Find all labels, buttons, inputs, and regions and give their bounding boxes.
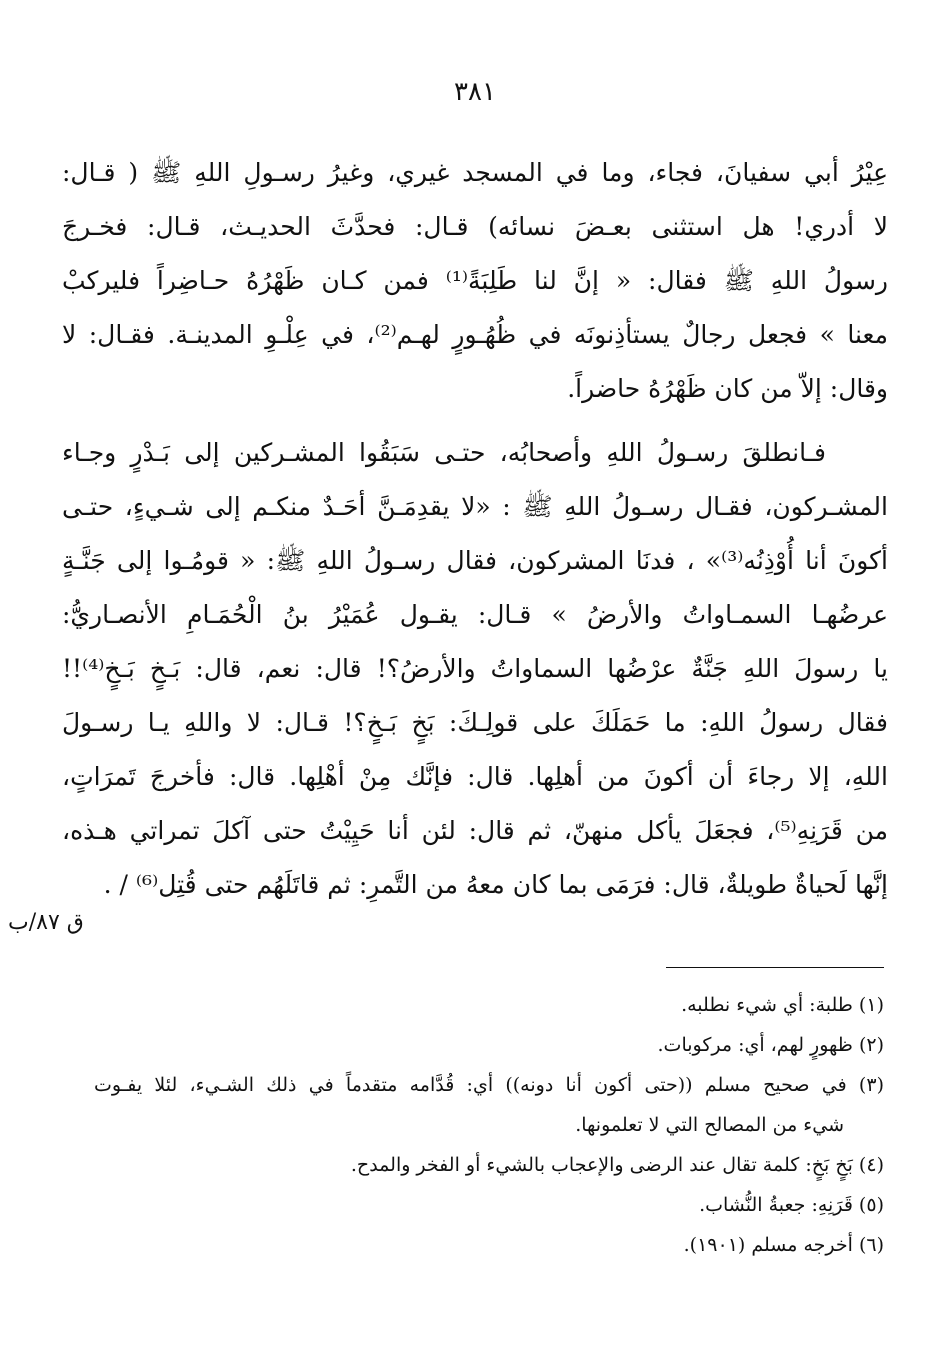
text-line: وقال: إلاّ من كان ظَهْرُهُ حاضراً. (567, 374, 888, 403)
text-line: معنا » فجعل رجالٌ يستأذِنونَه في ظُهُـورٍ لهـم⁽²⁾، في عِلْـوِ المدينـة. فقـال: لا (62, 320, 888, 349)
footnote: (٦) أخرجه مسلم (١٩٠١). (683, 1234, 884, 1256)
footnote: (٤) بَخٍ بَخٍ: كلمة تقال عند الرضى والإعجاب بالشيء أو الفخر والمدح. (350, 1154, 884, 1176)
text-line: فقال رسولُ اللهِ: ما حَمَلَكَ على قولِـكَ: بَخٍ بَـخٍ؟! قـال: لا واللهِ يـا رسـولَ (62, 708, 888, 737)
text-line: عرضُهـا السمـاواتُ والأرضُ » قـال: يقـول عُمَيْرُ بنُ الْحُمَـامِ الأنصـاريُّ: (62, 600, 888, 629)
main-text-body (62, 146, 888, 912)
text-line: لا أدري! هل استثنى بعـضَ نسائه) قـال: فحدَّثَ الحديـث، قـال: فخـرجَ (62, 212, 888, 241)
footnote: (٥) قَرَنِهِ: جعبةُ النُّشاب. (699, 1194, 884, 1216)
text-line: رسولُ اللهِ ﷺ فقال: « إنَّ لنا طَلِبَةً⁽¹⁾ فمن كـان ظَهْرُهُ حـاضِراً فليركبْ (62, 266, 888, 295)
footnotes-section (94, 985, 884, 1265)
page-number: ٣٨١ (454, 77, 496, 107)
text-line: يا رسولَ اللهِ جَنَّةٌ عرْضُها السماواتُ والأرضُ؟! قال: نعم، قال: بَـخٍ بَـخٍ⁽⁴⁾!! (62, 654, 888, 683)
footnote-separator (666, 967, 884, 968)
manuscript-folio-note: ق ٨٧/ب (8, 910, 84, 935)
text-line: المشـركون، فقـال رسـولُ اللهِ ﷺ : «لا يقدِمَـنَّ أحَـدٌ منكـم إلى شـيءٍ، حتـى (62, 492, 888, 521)
footnote: (١) طلبة: أي شيء نطلبه. (681, 994, 884, 1016)
text-line: عِيْرُ أبي سفيانَ، فجاء، وما في المسجد غيري، وغيرُ رسـولِ اللهِ ﷺ ( قـال: (62, 158, 888, 187)
text-line: من قَرَنِهِ⁽⁵⁾، فجعَلَ يأكل منهنّ، ثم قال: لئن أنا حَيِيْتُ حتى آكلَ تمراتي هـذه، (62, 816, 888, 845)
text-line: إنَّها لَحياةٌ طويلةٌ، قال: فرَمَى بما كان معهُ من التَّمرِ: ثم قاتَلَهُم حتى قُتِل⁽⁶⁾ / . (103, 870, 888, 899)
footnote: (٢) ظهورٍ لهم، أي: مركوبات. (657, 1034, 884, 1056)
text-line: اللهِ، إلا رجاءَ أن أكونَ من أهلِها. قال: فإنَّك مِنْ أهْلِها. قال: فأخرجَ تَمرَاتٍ، (62, 762, 888, 791)
text-line: فـانطلقَ رسـولُ اللهِ وأصحابُه، حتـى سَبَقُوا المشـركين إلى بَـدْرٍ وجـاء (62, 438, 826, 467)
footnote: شيء من المصالح التي لا تعلمونها. (575, 1114, 844, 1136)
footnote: (٣) في صحيح مسلم ((حتى أكون أنا دونه)) أي: قُدَّامه متقدماً في ذلك الشـيء، لئلا يفـوت (94, 1074, 884, 1096)
text-line: أكونَ أنا أُوْذِنُه⁽³⁾» ، فدنَا المشركون، فقال رسـولُ اللهِ ﷺ: « قومُـوا إلى جَنَّـةٍ (62, 546, 888, 575)
